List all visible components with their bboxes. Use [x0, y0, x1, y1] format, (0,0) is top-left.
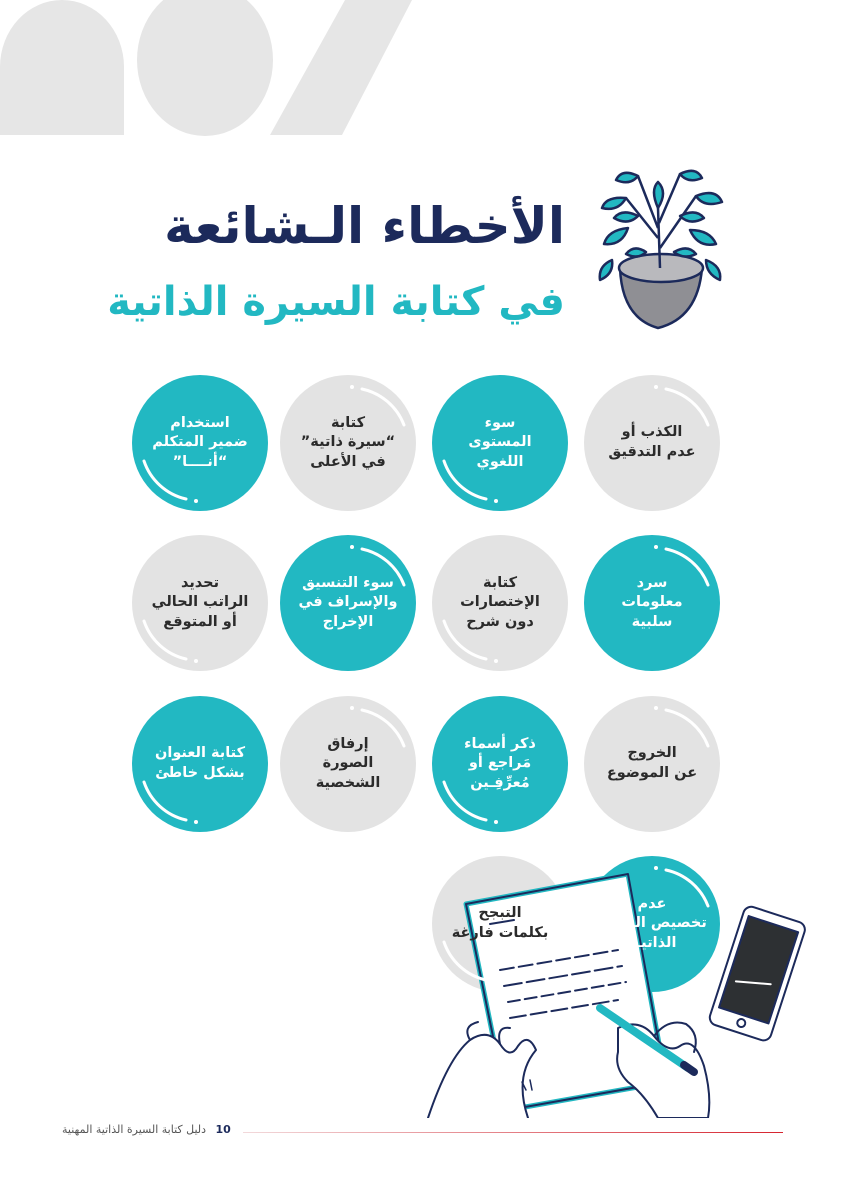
mistake-circle [432, 696, 568, 832]
mistake-text: سرد معلومات سلبية [621, 574, 683, 630]
footer-divider [243, 1132, 783, 1133]
mistake-circle [432, 856, 568, 992]
mistake-circle [132, 696, 268, 832]
mistake-text: كتابة “سيرة ذاتية” في الأعلى [300, 414, 396, 470]
footer [62, 1123, 231, 1136]
page-number: 10 [215, 1123, 231, 1136]
mistake-text: التبجح بكلمات فارغة [451, 905, 549, 941]
mistake-text: ذكر أسماء مَراجع أو مُعرِّفِـين [464, 735, 536, 791]
mistake-text: سوء المستوى اللغوي [468, 414, 532, 470]
mistake-text: إرفاق الصورة الشخصية [315, 735, 381, 791]
footer-text: دليل كتابة السيرة الذاتية المهنية [62, 1123, 207, 1136]
mistake-circle [132, 375, 268, 511]
mistake-circle [432, 535, 568, 671]
mistake-text: سوء التنسيق والإسراف في الإخراج [298, 574, 398, 630]
mistake-text: استخدام ضمير المتكلم “أنــــا” [152, 414, 248, 470]
mistake-circle [584, 696, 720, 832]
mistake-circle [280, 375, 416, 511]
decorative-shapes [0, 0, 430, 140]
mistake-circle [432, 375, 568, 511]
mistake-text: كتابة الإختصارات دون شرح [460, 574, 540, 630]
page-subtitle: في كتابة السيرة الذاتية [107, 279, 565, 325]
mistake-text: عدم تخصيص السيرة الذاتيـة [597, 895, 707, 951]
mistake-circle [280, 535, 416, 671]
plant-illustration [598, 168, 728, 338]
mistake-circle [584, 535, 720, 671]
mistake-circle [584, 856, 720, 992]
mistake-text: تحديد الراتب الحالي أو المتوقع [151, 574, 249, 630]
mistake-circle [280, 696, 416, 832]
mistake-text: الكذب أو عدم التدقيق [608, 424, 696, 460]
page-title: الأخطاء الـشائعة [164, 197, 565, 255]
mistake-circle [132, 535, 268, 671]
mistake-circle [584, 375, 720, 511]
mistake-text: كتابة العنوان بشكل خاطئ [154, 745, 246, 781]
mistake-text: الخروج عن الموضوع [606, 745, 698, 781]
